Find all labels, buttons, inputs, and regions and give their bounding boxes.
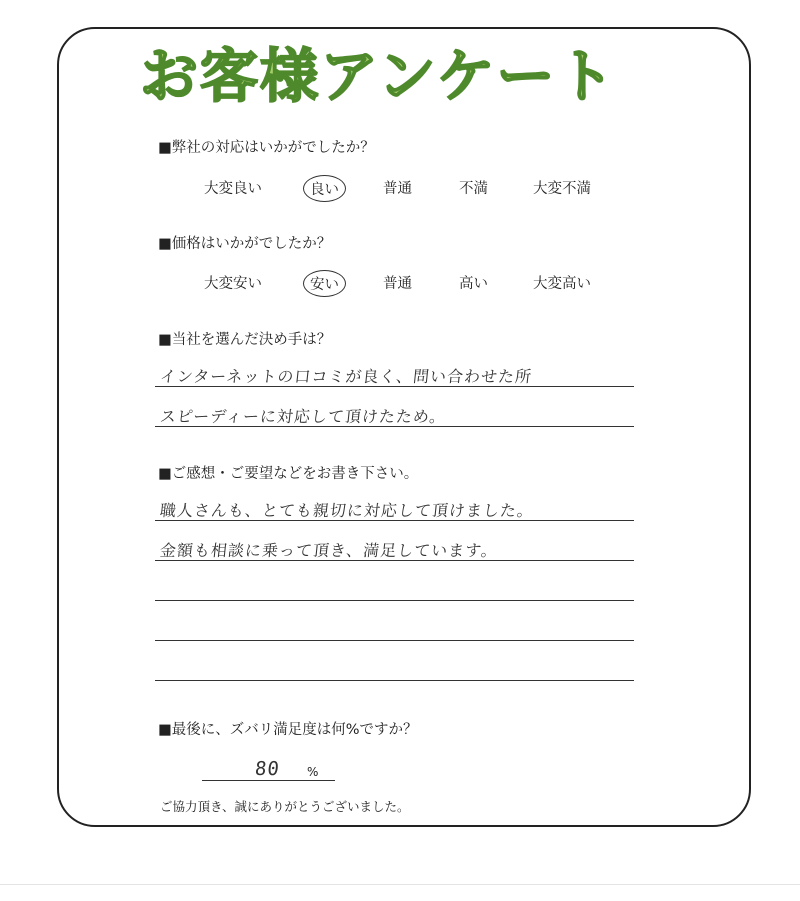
answer-rule <box>155 560 634 561</box>
handwritten-comment-line-2: 金額も相談に乗って頂き、満足しています。 <box>158 541 499 560</box>
option-very-expensive: 大変高い <box>533 276 591 292</box>
thank-you-note: ご協力頂き、誠にありがとうございました。 <box>160 799 410 814</box>
percent-unit: % <box>307 765 319 779</box>
option-expensive: 高い <box>459 276 488 292</box>
handwritten-reason-line-2: スピーディーに対応して頂けたため。 <box>158 407 448 426</box>
survey-title: お客様アンケート <box>140 42 617 110</box>
page-divider <box>0 884 800 885</box>
option-very-cheap: 大変安い <box>204 276 262 292</box>
question-satisfaction: ■最後に、ズバリ満足度は何%ですか？ <box>158 722 418 738</box>
question-reason: ■当社を選んだ決め手は？ <box>158 332 332 348</box>
answer-rule <box>155 680 634 681</box>
option-normal: 普通 <box>383 181 412 197</box>
answer-rule <box>155 426 634 427</box>
option-very-dissatisfied: 大変不満 <box>533 181 591 197</box>
handwritten-satisfaction-value: 80 <box>253 758 282 780</box>
option-good-selected: 良い <box>303 175 346 202</box>
option-cheap-selected: 安い <box>303 270 346 297</box>
answer-rule <box>155 386 634 387</box>
answer-rule <box>155 520 634 521</box>
question-service: ■弊社の対応はいかがでしたか？ <box>158 140 375 156</box>
option-very-good: 大変良い <box>204 181 262 197</box>
option-normal-price: 普通 <box>383 276 412 292</box>
satisfaction-answer-rule <box>202 780 335 781</box>
handwritten-comment-line-1: 職人さんも、とても親切に対応して頂けました。 <box>158 501 535 520</box>
question-comments: ■ご感想・ご要望などをお書き下さい。 <box>158 466 419 482</box>
handwritten-reason-line-1: インターネットの口コミが良く、問い合わせた所 <box>158 367 534 386</box>
answer-rule <box>155 640 634 641</box>
question-price: ■価格はいかがでしたか？ <box>158 236 332 252</box>
answer-rule <box>155 600 634 601</box>
option-dissatisfied: 不満 <box>459 181 488 197</box>
